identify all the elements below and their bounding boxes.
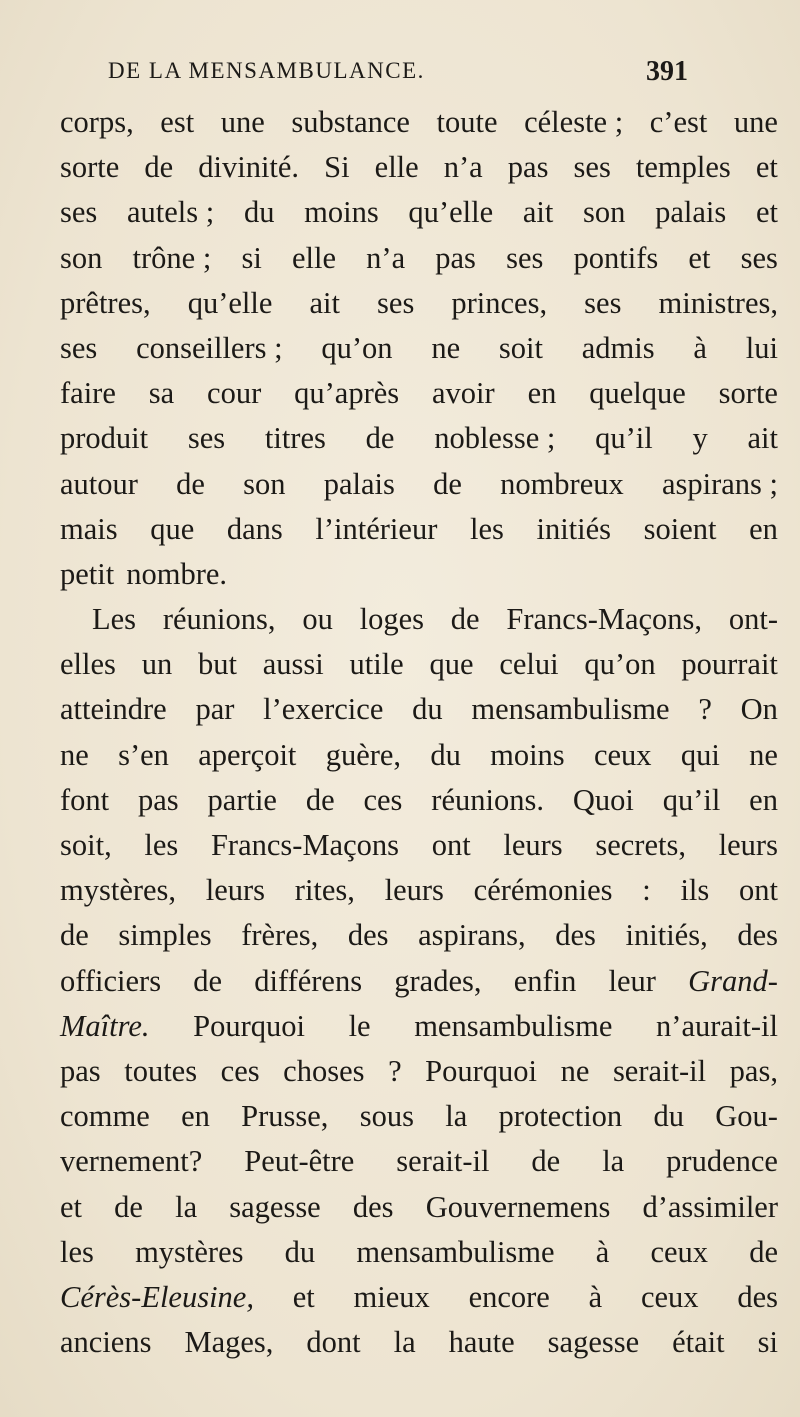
word: guère, bbox=[325, 737, 402, 772]
word: la bbox=[393, 1325, 416, 1360]
word: sorte bbox=[718, 376, 778, 411]
page-number: 391 bbox=[646, 56, 688, 87]
word: Francs-Maçons bbox=[210, 828, 400, 862]
word: secrets, bbox=[595, 828, 686, 862]
word: dont bbox=[306, 1325, 361, 1360]
word: nombre. bbox=[126, 556, 228, 591]
word: cour bbox=[207, 376, 262, 411]
word: pourrait bbox=[681, 647, 778, 682]
word: réunions, bbox=[162, 602, 276, 637]
word: sorte bbox=[60, 150, 120, 185]
word: du bbox=[412, 692, 443, 727]
word: c’est bbox=[649, 105, 708, 139]
word: mensambulisme bbox=[414, 1008, 613, 1043]
word: Mages, bbox=[184, 1325, 274, 1360]
word: leurs bbox=[718, 828, 778, 862]
word: Pourquoi bbox=[425, 1053, 538, 1088]
word: aspirans, bbox=[418, 918, 526, 953]
word: de bbox=[305, 782, 335, 817]
word: ses bbox=[506, 240, 544, 275]
word: qu’elle bbox=[187, 285, 273, 320]
word: princes, bbox=[451, 285, 548, 320]
word: que bbox=[150, 511, 195, 546]
word: loges bbox=[359, 602, 424, 637]
word: On bbox=[740, 692, 778, 727]
word: celui bbox=[499, 647, 559, 682]
word: n’a bbox=[366, 240, 406, 275]
word: titres bbox=[264, 421, 326, 456]
word: serait-il bbox=[612, 1053, 707, 1088]
word: font bbox=[60, 782, 110, 817]
word: leur bbox=[608, 963, 656, 998]
word: en bbox=[749, 782, 778, 817]
word: vernement? bbox=[60, 1144, 203, 1179]
word: officiers bbox=[60, 963, 162, 998]
word: protection bbox=[498, 1099, 623, 1134]
word: Les bbox=[92, 602, 137, 637]
word: soient bbox=[643, 511, 717, 546]
word: les bbox=[144, 828, 179, 862]
text-line bbox=[60, 1185, 778, 1230]
text-line bbox=[60, 1139, 778, 1184]
word: ne bbox=[60, 737, 89, 772]
word: et bbox=[688, 240, 711, 275]
text-line bbox=[60, 145, 778, 190]
word: temples bbox=[635, 150, 731, 185]
text-line bbox=[60, 462, 778, 507]
word: frères, bbox=[241, 918, 319, 953]
word: pas bbox=[60, 1053, 101, 1088]
word: ? bbox=[388, 1053, 402, 1088]
word: but bbox=[197, 647, 237, 682]
word: de bbox=[144, 150, 174, 185]
word: de bbox=[60, 918, 89, 953]
word: ces bbox=[220, 1053, 260, 1088]
word: l’intérieur bbox=[315, 511, 438, 546]
word: du bbox=[430, 737, 461, 772]
text-line bbox=[60, 687, 778, 732]
word: ne bbox=[560, 1053, 590, 1088]
word: en bbox=[181, 1099, 210, 1134]
word: et bbox=[755, 150, 778, 185]
word: ceux bbox=[640, 1279, 699, 1314]
word: en bbox=[749, 511, 778, 546]
word: ses bbox=[377, 285, 415, 320]
word: si bbox=[241, 240, 262, 275]
word: palais bbox=[655, 195, 727, 230]
word: Grand- bbox=[688, 963, 778, 998]
word: Gouvernemens bbox=[425, 1189, 611, 1224]
word: sous bbox=[359, 1099, 414, 1134]
word: mystères bbox=[135, 1234, 244, 1269]
word: du bbox=[653, 1099, 684, 1134]
word: mieux bbox=[353, 1279, 430, 1314]
text-line bbox=[60, 236, 778, 281]
text-line bbox=[60, 913, 778, 958]
text-line bbox=[60, 100, 778, 145]
word: leurs bbox=[384, 873, 444, 908]
word: avoir bbox=[432, 376, 495, 411]
word: autour bbox=[60, 466, 138, 501]
word: pas bbox=[138, 782, 179, 817]
word: conseillers ; bbox=[136, 330, 283, 365]
word: mensambulisme bbox=[471, 692, 670, 727]
word: Prusse, bbox=[241, 1099, 329, 1134]
word: dans bbox=[226, 511, 283, 546]
word: corps, bbox=[60, 105, 134, 139]
word: initiés bbox=[536, 511, 612, 546]
word: moins bbox=[304, 195, 379, 230]
word: et bbox=[292, 1279, 315, 1314]
word: elle bbox=[374, 150, 419, 185]
word: une bbox=[733, 105, 778, 139]
word: n’a bbox=[443, 150, 483, 185]
word: aussi bbox=[262, 647, 324, 682]
word: qu’on bbox=[321, 330, 393, 365]
word: était bbox=[672, 1325, 725, 1360]
word: ne bbox=[431, 330, 461, 365]
word: et bbox=[755, 195, 778, 230]
text-line bbox=[60, 1004, 778, 1049]
word: l’exercice bbox=[263, 692, 384, 727]
word: sa bbox=[148, 376, 175, 411]
word: substance bbox=[291, 105, 410, 139]
word: petit bbox=[60, 556, 115, 591]
word: divinité. bbox=[198, 150, 300, 185]
text-line bbox=[60, 959, 778, 1004]
word: son bbox=[60, 240, 103, 275]
text-line bbox=[60, 1230, 778, 1275]
word: pas bbox=[507, 150, 549, 185]
word: d’assimiler bbox=[642, 1189, 778, 1224]
word: de bbox=[114, 1189, 143, 1224]
word: ait bbox=[309, 285, 340, 320]
word: réunions. bbox=[431, 782, 544, 817]
word: ait bbox=[522, 195, 554, 230]
word: de bbox=[365, 421, 395, 456]
text-line bbox=[60, 642, 778, 687]
word: pas bbox=[435, 240, 476, 275]
word: cérémonies bbox=[473, 873, 613, 908]
word: de bbox=[450, 602, 480, 637]
word: prudence bbox=[666, 1144, 778, 1179]
word: moins bbox=[490, 737, 565, 772]
word: s’en bbox=[118, 737, 169, 772]
word: Francs-Maçons, bbox=[506, 602, 703, 637]
word: trône ; bbox=[132, 240, 212, 275]
word: grades, bbox=[394, 963, 482, 998]
word: une bbox=[220, 105, 265, 139]
word: ses bbox=[740, 240, 778, 275]
text-line bbox=[60, 1049, 778, 1094]
word: haute bbox=[448, 1325, 515, 1360]
word: rites, bbox=[294, 873, 355, 908]
word: leurs bbox=[205, 873, 266, 908]
word: qu’elle bbox=[408, 195, 494, 230]
word: ministres, bbox=[658, 285, 778, 320]
word: à bbox=[588, 1279, 603, 1314]
word: elle bbox=[291, 240, 336, 275]
word: des bbox=[737, 1279, 778, 1314]
word: ces bbox=[363, 782, 403, 817]
word: comme bbox=[60, 1099, 150, 1134]
word: des bbox=[737, 918, 778, 953]
word: leurs bbox=[503, 828, 563, 862]
word: partie bbox=[207, 782, 277, 817]
word: Quoi bbox=[572, 782, 634, 817]
word: y bbox=[692, 421, 708, 456]
word: de bbox=[433, 466, 462, 501]
word: choses bbox=[283, 1053, 365, 1088]
text-line bbox=[60, 371, 778, 416]
word: anciens bbox=[60, 1325, 152, 1360]
word: Gou- bbox=[715, 1099, 778, 1134]
word: toute bbox=[436, 105, 498, 139]
text-line bbox=[60, 597, 778, 642]
word: ceux bbox=[593, 737, 652, 772]
word: ont bbox=[739, 873, 778, 908]
word: est bbox=[160, 105, 195, 139]
word: Cérès-Eleusine, bbox=[60, 1279, 254, 1314]
word: n’aurait-il bbox=[656, 1008, 778, 1043]
word: ont bbox=[431, 828, 471, 862]
word: la bbox=[602, 1144, 625, 1179]
word: elles bbox=[60, 647, 116, 682]
word: que bbox=[429, 647, 474, 682]
word: utile bbox=[349, 647, 404, 682]
word: qu’après bbox=[294, 376, 400, 411]
word: atteindre bbox=[60, 692, 167, 727]
running-title: DE LA MENSAMBULANCE. bbox=[108, 58, 425, 83]
word: des bbox=[352, 1189, 394, 1224]
text-line bbox=[60, 281, 778, 326]
word: palais bbox=[323, 466, 395, 501]
text-line bbox=[60, 1275, 778, 1320]
word: ait bbox=[747, 421, 778, 456]
word: prêtres, bbox=[60, 285, 151, 320]
word: mensambulisme bbox=[356, 1234, 555, 1269]
word: qu’il bbox=[595, 421, 653, 456]
word: et bbox=[60, 1189, 83, 1224]
text-line bbox=[60, 868, 778, 913]
word: ses bbox=[573, 150, 611, 185]
word: ses bbox=[60, 330, 98, 365]
word: de bbox=[176, 466, 205, 501]
text-line bbox=[60, 416, 778, 461]
word: aperçoit bbox=[198, 737, 297, 772]
word: mais bbox=[60, 511, 118, 546]
word: de bbox=[531, 1144, 561, 1179]
word: quelque bbox=[589, 376, 686, 411]
word: simples bbox=[118, 918, 212, 953]
word: la bbox=[445, 1099, 468, 1134]
word: le bbox=[348, 1008, 371, 1043]
text-line bbox=[60, 1094, 778, 1139]
word: un bbox=[141, 647, 173, 682]
word: pontifs bbox=[573, 240, 659, 275]
word: Peut-être bbox=[244, 1144, 355, 1179]
text-line bbox=[60, 190, 778, 235]
word: mystères, bbox=[60, 873, 177, 908]
word: Maître. bbox=[60, 1008, 150, 1043]
word: ont- bbox=[728, 602, 778, 637]
text-line bbox=[60, 778, 778, 823]
word: initiés, bbox=[625, 918, 708, 953]
word: de bbox=[749, 1234, 778, 1269]
word: son bbox=[583, 195, 626, 230]
word: sagesse bbox=[229, 1189, 321, 1224]
word: ? bbox=[698, 692, 712, 727]
word: Si bbox=[324, 150, 350, 185]
word: aspirans ; bbox=[661, 466, 778, 501]
word: produit bbox=[60, 421, 149, 456]
word: toutes bbox=[124, 1053, 198, 1088]
word: des bbox=[555, 918, 596, 953]
word: son bbox=[243, 466, 286, 501]
word: différens bbox=[254, 963, 363, 998]
word: les bbox=[469, 511, 504, 546]
word: en bbox=[527, 376, 557, 411]
word: autels ; bbox=[126, 195, 215, 230]
word: encore bbox=[468, 1279, 550, 1314]
word: ne bbox=[749, 737, 778, 772]
word: enfin bbox=[513, 963, 577, 998]
word: ses bbox=[584, 285, 622, 320]
word: du bbox=[243, 195, 275, 230]
text-line bbox=[60, 552, 778, 597]
word: de bbox=[193, 963, 223, 998]
word: qu’on bbox=[584, 647, 656, 682]
word: serait-il bbox=[396, 1144, 490, 1179]
body-text bbox=[60, 100, 778, 1365]
word: à bbox=[693, 330, 707, 365]
word: à bbox=[595, 1234, 610, 1269]
text-line bbox=[60, 1320, 778, 1365]
word: céleste ; bbox=[524, 105, 624, 139]
text-line bbox=[60, 326, 778, 371]
word: ses bbox=[60, 195, 98, 230]
word: si bbox=[757, 1325, 778, 1360]
word: faire bbox=[60, 376, 116, 411]
word: admis bbox=[581, 330, 655, 365]
word: qu’il bbox=[662, 782, 721, 817]
word: nombreux bbox=[500, 466, 624, 501]
word: : bbox=[642, 873, 651, 908]
word: du bbox=[284, 1234, 316, 1269]
word: soit bbox=[498, 330, 543, 365]
word: ses bbox=[187, 421, 226, 456]
word: par bbox=[195, 692, 235, 727]
word: soit, bbox=[60, 828, 112, 862]
word: lui bbox=[745, 330, 778, 365]
word: les bbox=[60, 1234, 94, 1269]
page-header bbox=[108, 58, 688, 98]
word: Pourquoi bbox=[193, 1008, 305, 1043]
word: qui bbox=[680, 737, 720, 772]
word: ils bbox=[680, 873, 710, 908]
word: la bbox=[175, 1189, 198, 1224]
word: ceux bbox=[650, 1234, 709, 1269]
word: noblesse ; bbox=[434, 421, 556, 456]
word: ou bbox=[302, 602, 333, 637]
word: pas, bbox=[729, 1053, 778, 1088]
text-line bbox=[60, 823, 778, 868]
word: des bbox=[347, 918, 389, 953]
text-line bbox=[60, 733, 778, 778]
text-line bbox=[60, 507, 778, 552]
word: sagesse bbox=[547, 1325, 640, 1360]
